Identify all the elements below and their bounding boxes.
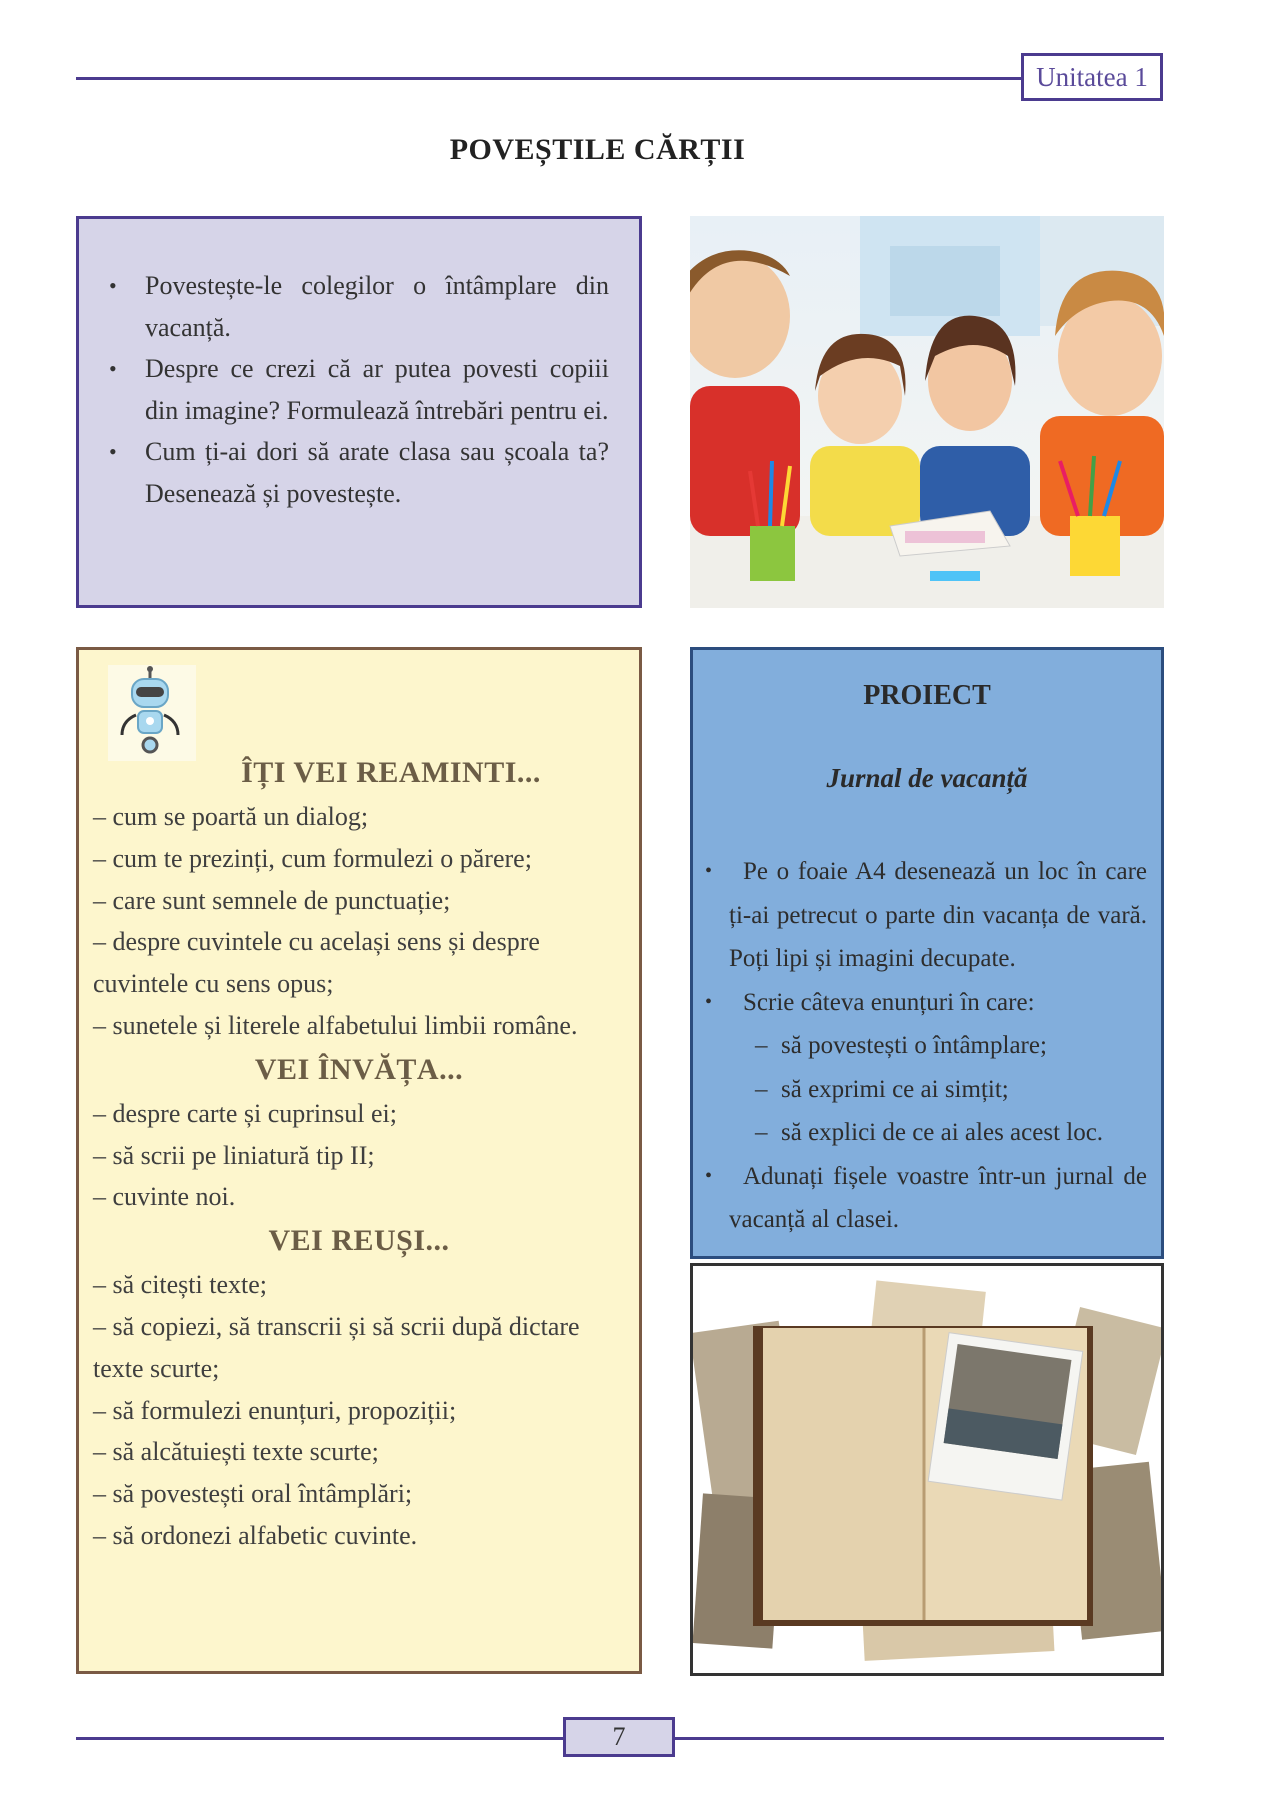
robot-icon [108,665,196,761]
project-item [705,981,1147,1025]
bullet-icon: • [705,1164,713,1187]
learn-item: – despre carte și cuprinsul ei; [93,1098,397,1128]
project-subitem [705,1111,1147,1155]
remember-item: – care sunt semnele de punctuație; [93,885,451,915]
learn-item: – să scrii pe liniatură tip II; [93,1140,375,1170]
dash-icon: – [755,1075,768,1103]
project-list [705,850,1147,1242]
project-subitem-text: să explici de ce ai ales acest loc. [781,1119,1104,1146]
dash-icon: – [755,1032,768,1059]
dash-icon: – [755,1119,768,1146]
intro-item-text: Despre ce crezi că ar putea povesti copiii din imagine? Formulează întrebări pentru ei. [145,354,609,425]
learn-item: – cuvinte noi. [93,1182,236,1212]
bullet-icon: • [705,860,713,882]
footer-rule-left [76,1737,565,1740]
bullet-icon: • [705,990,713,1013]
project-subitem [705,1068,1147,1112]
header-rule [76,77,1022,80]
project-item [705,850,1147,981]
project-item-text: Adunați fișele voastre într-un jurnal de vacanță al clasei. [729,1162,1147,1233]
succeed-item: – să alcătuiești texte scurte; [93,1437,379,1467]
remember-item: – cum se poartă un dialog; [93,802,369,831]
succeed-item: – să ordonezi alfabetic cuvinte. [93,1520,418,1550]
page-number: 7 [563,1717,675,1757]
remember-heading: ÎȚI VEI REAMINTI... [241,756,541,789]
vintage-journal-photo [690,1263,1164,1676]
bullet-icon: • [109,273,117,298]
project-title: PROIECT [863,680,991,711]
project-subitem-text: să povestești o întâmplare; [781,1032,1047,1059]
bullet-icon: • [109,356,117,382]
intro-item [109,348,609,431]
remember-item: – despre cuvintele cu același sens și despre cuvintele cu sens opus; [93,927,540,999]
unit-label: Unitatea 1 [1021,53,1163,101]
project-item-text: Pe o foaie A4 desenează un loc în care ți-ai petrecut o parte din vacanța de vară. Poți lipi și imagini decupate. [729,858,1147,972]
intro-item [109,431,609,514]
succeed-item: – să formulezi enunțuri, propoziții; [93,1395,457,1425]
children-classroom-photo [690,216,1164,608]
succeed-item: – să citești texte; [93,1270,268,1300]
learning-objectives-box [76,647,642,1674]
footer-rule-right [673,1737,1164,1740]
project-subitem-text: să exprimi ce ai simțit; [781,1075,1009,1103]
intro-item [109,265,609,348]
bullet-icon: • [109,439,117,465]
intro-list [109,265,609,515]
project-item [705,1155,1147,1242]
project-item-text: Scrie câteva enunțuri în care: [743,988,1035,1016]
intro-item-text: Cum ți-ai dori să arate clasa sau școala ta? Desenează și povestește. [145,437,609,508]
succeed-item: – să povestești oral întâmplări; [93,1479,413,1509]
remember-item: – cum te prezinți, cum formulezi o părere; [93,843,532,873]
succeed-heading: VEI REUȘI... [268,1224,450,1258]
succeed-item: – să copiezi, să transcrii și să scrii după dictare texte scurte; [93,1311,580,1383]
learning-content [93,750,625,1557]
intro-box [76,216,642,608]
project-box [690,647,1164,1259]
learn-heading: VEI ÎNVĂȚA... [254,1052,464,1086]
project-subitem [705,1024,1147,1068]
intro-item-text: Povestește-le colegilor o întâmplare din vacanță. [145,271,609,342]
page-title: POVEȘTILE CĂRȚII [449,133,746,166]
remember-item: – sunetele și literele alfabetului limbii române. [93,1010,578,1040]
project-subtitle: Jurnal de vacanță [826,763,1028,793]
